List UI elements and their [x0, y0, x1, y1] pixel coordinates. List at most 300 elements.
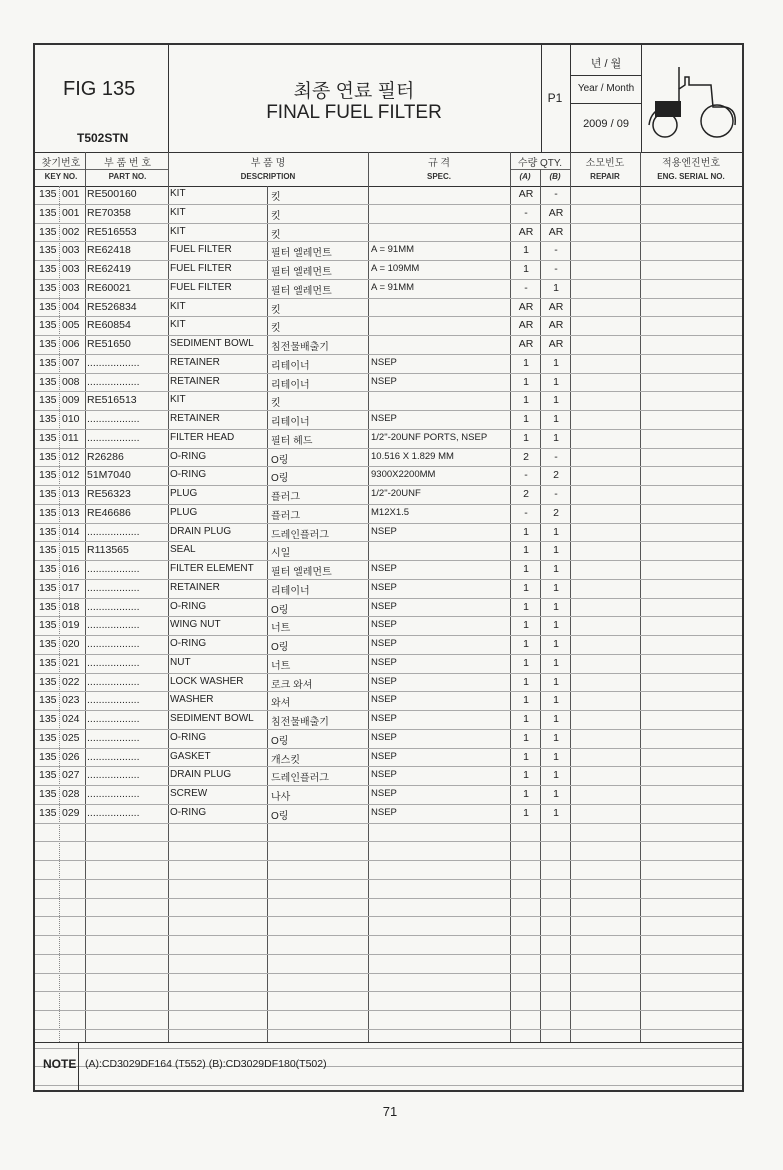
cell-qb: 1: [553, 581, 559, 594]
cell-qa: AR: [518, 225, 534, 238]
cell-fig: 135: [39, 694, 57, 707]
cell-qb: -: [554, 244, 558, 257]
cell-ko: 킷: [271, 304, 281, 316]
table-row: [35, 355, 742, 374]
cell-spec: 9300X2200MM: [371, 469, 436, 481]
cell-desc: FILTER HEAD: [170, 431, 235, 443]
cell-ko: O링: [271, 473, 289, 485]
cell-key: 023: [62, 694, 80, 707]
cell-part: R26286: [87, 450, 124, 463]
empty-row: [35, 917, 742, 936]
table-row: [35, 561, 742, 580]
page-number: 71: [382, 1104, 398, 1119]
cell-part: ..................: [87, 769, 140, 782]
cell-part: RE526834: [87, 300, 137, 313]
cell-qb: -: [554, 488, 558, 500]
cell-part: RE60021: [87, 281, 131, 294]
cell-ko: 리테이너: [271, 417, 310, 428]
cell-qa: 2: [523, 488, 529, 500]
column-header-serial: ENG. SERIAL NO.: [657, 172, 725, 181]
column-header-description: DESCRIPTION: [240, 172, 296, 181]
cell-key: 004: [62, 300, 80, 313]
cell-part: ..................: [87, 675, 140, 688]
cell-spec: NSEP: [371, 600, 397, 612]
cell-desc: KIT: [170, 188, 186, 199]
cell-qb: AR: [548, 338, 564, 350]
cell-qa: 1: [523, 731, 529, 744]
cell-fig: 135: [39, 750, 57, 763]
cell-desc: SCREW: [170, 788, 208, 799]
column-header-repair-korean: 소모빈도: [585, 158, 625, 169]
cell-part: ..................: [87, 731, 140, 744]
cell-fig: 135: [39, 713, 57, 725]
column-header-spec: SPEC.: [426, 172, 451, 181]
cell-part: ..................: [87, 581, 140, 594]
page-title: FINAL FUEL FILTER: [266, 102, 442, 123]
cell-key: 001: [62, 206, 80, 219]
table-row: [35, 242, 742, 261]
cell-key: 001: [62, 188, 80, 200]
cell-part: R113565: [87, 544, 129, 557]
table-row: [35, 449, 742, 468]
year-month-value: 2009 / 09: [583, 118, 629, 130]
empty-row: [35, 955, 742, 974]
cell-desc: FUEL FILTER: [170, 281, 232, 293]
table-row: [35, 336, 742, 355]
cell-part: ..................: [87, 713, 140, 725]
tractor-icon: [645, 63, 739, 139]
cell-qa: 1: [523, 750, 529, 763]
cell-ko: 킷: [271, 229, 281, 241]
cell-desc: KIT: [170, 206, 186, 218]
cell-fig: 135: [39, 675, 57, 688]
cell-spec: A = 91MM: [371, 281, 415, 293]
cell-fig: 135: [39, 338, 57, 350]
year-month-label: Year / Month: [577, 83, 635, 94]
cell-qb: AR: [548, 300, 564, 313]
cell-fig: 135: [39, 469, 57, 482]
cell-key: 016: [62, 563, 80, 575]
cell-fig: 135: [39, 281, 57, 294]
divider: [571, 75, 641, 76]
empty-row: [35, 1011, 742, 1030]
cell-fig: 135: [39, 525, 57, 538]
cell-part: ..................: [87, 750, 140, 763]
cell-fig: 135: [39, 619, 57, 632]
cell-part: ..................: [87, 600, 140, 613]
empty-row: [35, 861, 742, 880]
cell-desc: KIT: [170, 300, 186, 312]
cell-ko: 와셔: [271, 698, 291, 710]
cell-part: ..................: [87, 563, 140, 575]
table-row: [35, 280, 742, 299]
cell-ko: 킷: [271, 210, 281, 222]
cell-ko: 너트: [271, 660, 291, 672]
cell-part: ..................: [87, 694, 140, 707]
cell-qb: 2: [553, 469, 559, 482]
cell-desc: FUEL FILTER: [170, 263, 232, 274]
cell-spec: NSEP: [371, 750, 397, 762]
cell-desc: PLUG: [170, 506, 198, 518]
cell-part: 51M7040: [87, 469, 131, 482]
column-header-key-korean: 찾기번호: [41, 158, 81, 169]
cell-qb: 1: [553, 600, 559, 613]
cell-qa: AR: [518, 188, 534, 200]
column-header-key: KEY NO.: [44, 172, 78, 181]
cell-qb: 1: [553, 731, 559, 744]
cell-ko: O링: [271, 454, 289, 466]
cell-fig: 135: [39, 356, 57, 369]
cell-part: ..................: [87, 788, 140, 800]
table-row: [35, 205, 742, 224]
page-header: [35, 45, 742, 153]
cell-qa: -: [524, 506, 528, 519]
cell-desc: WASHER: [170, 694, 214, 706]
table-row: [35, 749, 742, 768]
cell-part: ..................: [87, 356, 140, 369]
cell-key: 025: [62, 731, 80, 744]
cell-qa: 2: [523, 450, 529, 463]
cell-spec: NSEP: [371, 356, 397, 368]
cell-ko: 침전물배출기: [271, 342, 329, 353]
cell-qb: 1: [553, 788, 559, 800]
cell-ko: 드레인플러그: [271, 773, 329, 785]
cell-qa: 1: [523, 675, 529, 688]
cell-spec: 1/2"-20UNF: [371, 488, 421, 499]
cell-ko: 킷: [271, 398, 281, 410]
divider: [571, 103, 641, 104]
cell-ko: 시일: [271, 548, 291, 560]
cell-spec: NSEP: [371, 656, 397, 668]
cell-qb: AR: [548, 206, 564, 219]
table-row: [35, 374, 742, 393]
cell-spec: NSEP: [371, 769, 397, 781]
empty-row: [35, 992, 742, 1011]
cell-key: 013: [62, 506, 80, 519]
cell-qb: 1: [553, 619, 559, 632]
cell-fig: 135: [39, 806, 57, 819]
cell-desc: LOCK WASHER: [170, 675, 244, 687]
cell-key: 019: [62, 619, 80, 632]
cell-key: 028: [62, 788, 80, 800]
cell-key: 020: [62, 638, 80, 650]
cell-part: ..................: [87, 413, 140, 425]
cell-desc: RETAINER: [170, 581, 220, 593]
cell-part: RE500160: [87, 188, 137, 200]
cell-desc: DRAIN PLUG: [170, 769, 232, 781]
cell-fig: 135: [39, 769, 57, 782]
cell-ko: 리테이너: [271, 360, 310, 372]
cell-part: RE516513: [87, 394, 137, 407]
cell-ko: O링: [271, 810, 289, 822]
cell-ko: 리테이너: [271, 379, 310, 391]
cell-qb: AR: [548, 319, 564, 332]
column-header-spec-korean: 규 격: [427, 158, 451, 169]
cell-ko: 필터 엘레먼트: [271, 267, 332, 278]
cell-qa: 1: [523, 713, 529, 725]
cell-desc: KIT: [170, 225, 186, 237]
cell-qa: 1: [523, 581, 529, 594]
cell-part: ..................: [87, 525, 140, 538]
table-row: [35, 186, 742, 205]
table-row: [35, 486, 742, 505]
cell-ko: 나사: [271, 792, 291, 803]
cell-desc: RETAINER: [170, 356, 220, 368]
cell-spec: 10.516 X 1.829 MM: [371, 450, 454, 462]
cell-desc: FUEL FILTER: [170, 244, 232, 256]
cell-part: RE62419: [87, 263, 131, 275]
divider: [641, 45, 642, 152]
cell-ko: 리테이너: [271, 585, 310, 597]
cell-part: RE60854: [87, 319, 131, 332]
cell-qa: 1: [523, 769, 529, 782]
cell-qb: 1: [553, 806, 559, 819]
cell-fig: 135: [39, 563, 57, 575]
table-row: [35, 767, 742, 786]
cell-desc: DRAIN PLUG: [170, 525, 232, 537]
cell-ko: 플러그: [271, 492, 300, 503]
cell-qa: 1: [523, 356, 529, 369]
table-row: [35, 636, 742, 655]
cell-ko: 필터 엘레먼트: [271, 567, 332, 578]
cell-qb: -: [554, 450, 558, 463]
figure-number: FIG 135: [63, 78, 136, 100]
cell-fig: 135: [39, 375, 57, 388]
table-row: [35, 617, 742, 636]
cell-qa: 1: [523, 375, 529, 388]
column-header-repair: REPAIR: [590, 172, 620, 181]
cell-qa: 1: [523, 694, 529, 707]
page-title-korean: 최종 연료 필터: [293, 81, 415, 102]
cell-fig: 135: [39, 300, 57, 313]
cell-qb: -: [554, 263, 558, 275]
cell-desc: O-RING: [170, 450, 207, 462]
cell-key: 009: [62, 394, 80, 407]
cell-fig: 135: [39, 731, 57, 744]
column-headers: [35, 152, 742, 187]
cell-qa: 1: [523, 656, 529, 669]
cell-fig: 135: [39, 244, 57, 257]
table-row: [35, 224, 742, 243]
cell-qb: 1: [553, 656, 559, 669]
empty-row: [35, 880, 742, 899]
cell-ko: 필터 엘레먼트: [271, 248, 332, 260]
cell-key: 003: [62, 244, 80, 257]
cell-qa: 1: [523, 263, 529, 275]
cell-ko: O링: [271, 604, 289, 616]
cell-desc: KIT: [170, 319, 186, 331]
cell-qb: 1: [553, 413, 559, 425]
table-row: [35, 261, 742, 280]
note-section: [35, 1042, 742, 1091]
cell-desc: KIT: [170, 394, 186, 406]
cell-ko: 침전물배출기: [271, 717, 329, 728]
cell-ko: 킷: [271, 323, 281, 335]
empty-row: [35, 824, 742, 843]
cell-ko: O링: [271, 642, 289, 653]
cell-part: ..................: [87, 806, 140, 819]
cell-fig: 135: [39, 188, 57, 200]
cell-desc: RETAINER: [170, 413, 220, 424]
cell-part: ..................: [87, 638, 140, 650]
cell-key: 010: [62, 413, 80, 425]
cell-spec: A = 91MM: [371, 244, 415, 256]
cell-qa: -: [524, 469, 528, 482]
model-name: T502STN: [77, 131, 129, 145]
cell-qb: 2: [553, 506, 559, 519]
cell-fig: 135: [39, 206, 57, 219]
cell-qa: -: [524, 206, 528, 219]
cell-ko: 개스킷: [271, 754, 300, 766]
cell-qb: 1: [553, 356, 559, 369]
cell-spec: NSEP: [371, 563, 397, 574]
cell-part: RE51650: [87, 338, 131, 350]
cell-key: 026: [62, 750, 80, 763]
cell-key: 005: [62, 319, 80, 332]
cell-qa: 1: [523, 563, 529, 575]
cell-fig: 135: [39, 431, 57, 444]
cell-spec: NSEP: [371, 525, 397, 537]
table-row: [35, 467, 742, 486]
cell-fig: 135: [39, 506, 57, 519]
cell-desc: O-RING: [170, 469, 207, 481]
table-row: [35, 805, 742, 824]
cell-desc: O-RING: [170, 806, 207, 818]
cell-qb: 1: [553, 431, 559, 444]
cell-key: 018: [62, 600, 80, 613]
cell-desc: RETAINER: [170, 375, 220, 387]
cell-fig: 135: [39, 413, 57, 425]
cell-part: RE46686: [87, 506, 131, 519]
table-row: [35, 711, 742, 730]
parts-table: [35, 186, 742, 1086]
cell-qa: 1: [523, 806, 529, 819]
cell-fig: 135: [39, 581, 57, 594]
cell-spec: NSEP: [371, 731, 397, 743]
cell-desc: WING NUT: [170, 619, 221, 631]
cell-qb: 1: [553, 525, 559, 538]
table-row: [35, 580, 742, 599]
cell-key: 017: [62, 581, 80, 594]
cell-qa: AR: [518, 338, 534, 350]
cell-fig: 135: [39, 394, 57, 407]
cell-spec: NSEP: [371, 694, 397, 706]
empty-row: [35, 936, 742, 955]
cell-key: 003: [62, 281, 80, 294]
cell-spec: NSEP: [371, 806, 397, 818]
cell-part: ..................: [87, 656, 140, 669]
cell-key: 008: [62, 375, 80, 388]
cell-qa: 1: [523, 413, 529, 425]
cell-fig: 135: [39, 788, 57, 800]
cell-key: 027: [62, 769, 80, 782]
empty-row: [35, 899, 742, 918]
cell-qa: 1: [523, 394, 529, 407]
column-header-quantity-b: (B): [549, 172, 561, 181]
cell-ko: 로크 와셔: [271, 679, 313, 691]
cell-qb: 1: [553, 713, 559, 725]
cell-fig: 135: [39, 225, 57, 238]
cell-qb: 1: [553, 563, 559, 575]
cell-qa: AR: [518, 319, 534, 332]
table-row: [35, 392, 742, 411]
table-row: [35, 655, 742, 674]
table-row: [35, 505, 742, 524]
cell-ko: O링: [271, 735, 289, 747]
cell-desc: GASKET: [170, 750, 211, 762]
cell-spec: A = 109MM: [371, 263, 420, 274]
column-header-description-korean: 부 품 명: [250, 158, 286, 169]
cell-key: 012: [62, 469, 80, 482]
cell-fig: 135: [39, 656, 57, 669]
cell-spec: NSEP: [371, 375, 397, 387]
table-row: [35, 411, 742, 430]
cell-qa: 1: [523, 619, 529, 632]
cell-part: RE56323: [87, 488, 131, 500]
table-row: [35, 730, 742, 749]
cell-fig: 135: [39, 544, 57, 557]
cell-spec: M12X1.5: [371, 506, 410, 518]
cell-fig: 135: [39, 600, 57, 613]
column-header-quantity-a: (A): [519, 172, 531, 181]
cell-key: 012: [62, 450, 80, 463]
cell-qb: 1: [553, 394, 559, 407]
cell-qa: 1: [523, 244, 529, 257]
cell-ko: 너트: [271, 623, 291, 635]
cell-desc: O-RING: [170, 638, 207, 649]
cell-qb: 1: [553, 694, 559, 707]
cell-key: 002: [62, 225, 80, 238]
cell-key: 024: [62, 713, 80, 725]
empty-row: [35, 974, 742, 993]
cell-key: 003: [62, 263, 80, 275]
cell-part: ..................: [87, 431, 140, 444]
cell-key: 011: [62, 431, 79, 444]
cell-part: ..................: [87, 375, 140, 388]
cell-ko: 플러그: [271, 510, 300, 522]
cell-key: 021: [62, 656, 80, 669]
cell-spec: NSEP: [371, 619, 397, 631]
table-row: [35, 317, 742, 336]
table-row: [35, 786, 742, 805]
cell-qa: 1: [523, 600, 529, 613]
parts-catalog-page: [33, 43, 744, 1092]
cell-key: 022: [62, 675, 80, 688]
cell-spec: NSEP: [371, 713, 397, 724]
year-month-label-korean: 년 / 월: [590, 58, 622, 70]
cell-qb: 1: [553, 544, 559, 557]
cell-fig: 135: [39, 488, 57, 500]
cell-key: 006: [62, 338, 80, 350]
cell-spec: NSEP: [371, 413, 397, 424]
column-header-serial-korean: 적용엔진번호: [662, 158, 720, 169]
cell-part: RE62418: [87, 244, 131, 257]
cell-spec: NSEP: [371, 675, 397, 687]
cell-spec: NSEP: [371, 581, 397, 593]
cell-qb: -: [554, 188, 558, 200]
cell-ko: 필터 헤드: [271, 435, 313, 447]
cell-desc: FILTER ELEMENT: [170, 563, 254, 574]
table-row: [35, 299, 742, 318]
column-header-part: PART NO.: [108, 172, 147, 181]
note-label: NOTE: [43, 1057, 77, 1071]
cell-ko: 드레인플러그: [271, 529, 329, 541]
cell-key: 015: [62, 544, 80, 557]
cell-desc: NUT: [170, 656, 191, 668]
table-row: [35, 430, 742, 449]
cell-spec: 1/2"-20UNF PORTS, NSEP: [371, 431, 488, 443]
table-row: [35, 692, 742, 711]
